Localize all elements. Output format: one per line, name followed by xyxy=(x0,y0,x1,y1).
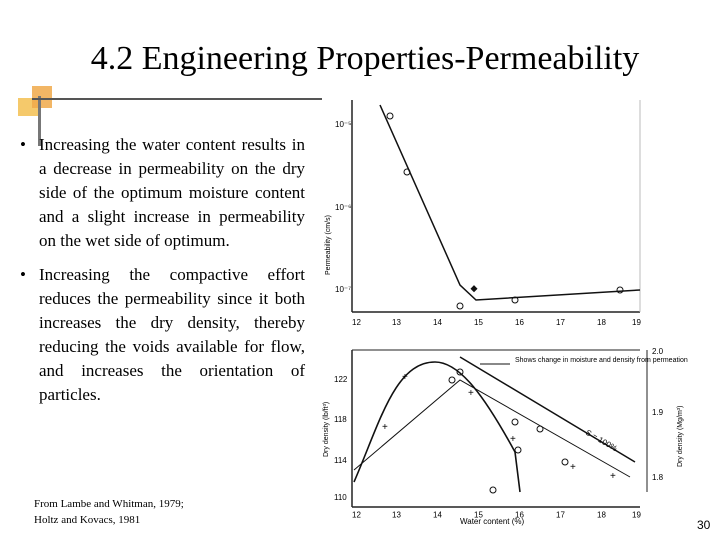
y-tick-label-right: 1.8 xyxy=(652,473,664,482)
data-point xyxy=(470,285,477,292)
bullet-marker: • xyxy=(20,265,26,284)
x-tick-label: 19 xyxy=(632,510,641,520)
source-citation xyxy=(34,496,184,528)
x-tick-label: 13 xyxy=(392,510,401,520)
bullet-marker: • xyxy=(20,135,26,154)
slide-title: 4.2 Engineering Properties-Permeability xyxy=(90,40,640,77)
series-line xyxy=(380,105,640,300)
y-tick-label: 122 xyxy=(334,375,348,384)
data-point xyxy=(449,377,455,383)
x-tick-label: 14 xyxy=(433,510,442,520)
x-tick-label: 15 xyxy=(474,510,483,520)
x-axis-label: Water content (%) xyxy=(460,517,525,526)
y-tick-label: 110 xyxy=(334,493,347,502)
x-tick-label: 12 xyxy=(352,510,361,520)
x-tick-label: 19 xyxy=(632,318,641,327)
plus-marker: + xyxy=(610,471,616,482)
x-tick-label: 16 xyxy=(515,510,524,520)
plus-marker: + xyxy=(510,434,516,445)
y-tick-label: 10⁻⁵ xyxy=(335,120,352,129)
x-tick-label: 17 xyxy=(556,318,565,327)
data-point xyxy=(490,487,496,493)
compaction-curve xyxy=(354,362,520,492)
y-tick-label: 114 xyxy=(334,456,347,465)
plus-marker: + xyxy=(570,462,576,473)
plus-marker: + xyxy=(402,372,408,383)
y-tick-label: 10⁻⁶ xyxy=(335,203,352,212)
x-tick-label: 18 xyxy=(597,318,606,327)
source-line: Holtz and Kovacs, 1981 xyxy=(34,514,141,526)
x-tick-label: 16 xyxy=(515,318,524,327)
plus-marker: + xyxy=(468,388,474,399)
y-tick-label-right: 2.0 xyxy=(652,347,664,356)
data-point xyxy=(512,419,518,425)
data-point xyxy=(617,287,623,293)
data-point xyxy=(457,303,463,309)
y-axis-label: Permeability (cm/s) xyxy=(325,215,332,275)
data-point xyxy=(387,113,393,119)
data-point xyxy=(515,447,521,453)
page-number: 30 xyxy=(697,518,711,532)
y-axis-label: Dry density (lb/ft³) xyxy=(323,401,330,457)
dry-density-chart xyxy=(310,342,690,538)
permeability-chart xyxy=(310,100,650,332)
x-tick-label: 17 xyxy=(556,510,565,520)
bullet-item xyxy=(20,263,305,407)
x-tick-label: 14 xyxy=(433,318,442,327)
bullet-item xyxy=(20,133,305,253)
data-point xyxy=(537,426,543,432)
y-tick-label-right: 1.9 xyxy=(652,408,664,417)
plus-marker: + xyxy=(382,422,388,433)
title-divider xyxy=(32,98,322,100)
y-axis-label-right: Dry density (Mg/m³) xyxy=(677,405,684,467)
legend-annotation: Shows change in moisture and density from permeation xyxy=(515,357,688,364)
s100-label: S = 100% xyxy=(584,427,619,454)
data-point xyxy=(562,459,568,465)
bullet-text: Increasing the compactive effort reduces the permeability since it both increases the dry density, thereby reducing the voids available for flow, and increases the orientation of particles. xyxy=(39,265,305,404)
source-line: From Lambe and Whitman, 1979; xyxy=(34,498,184,510)
x-tick-label: 13 xyxy=(392,318,401,327)
y-tick-label: 10⁻⁷ xyxy=(335,285,352,294)
x-tick-label: 15 xyxy=(474,318,483,327)
bullet-text: Increasing the water content results in a decrease in permeability on the dry side of the optimum moisture content and a slight increase in permeability on the wet side of optimum. xyxy=(39,135,305,250)
x-tick-label: 18 xyxy=(597,510,606,520)
bullet-list xyxy=(20,133,305,417)
y-tick-label: 118 xyxy=(334,415,347,424)
x-tick-label: 12 xyxy=(352,318,361,327)
